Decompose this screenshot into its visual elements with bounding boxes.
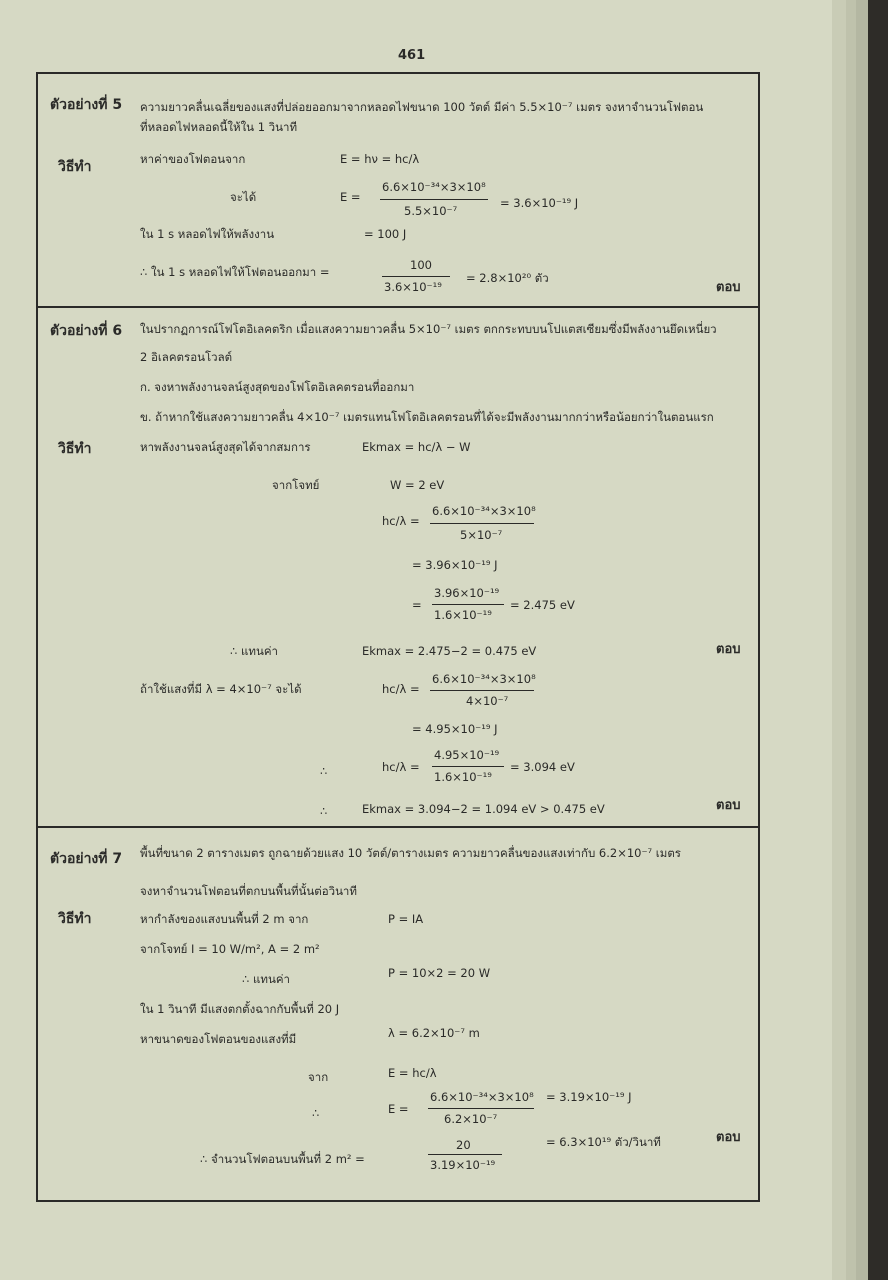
- fraction-bar: [380, 199, 488, 200]
- fraction-numerator: 6.6×10⁻³⁴×3×10⁸: [432, 504, 536, 518]
- fraction-denominator: 3.6×10⁻¹⁹: [384, 280, 442, 294]
- method-label: วิธีทำ: [58, 159, 92, 175]
- method-label: วิธีทำ: [58, 911, 92, 927]
- example-label: ตัวอย่างที่ 5: [50, 97, 123, 113]
- equation-lhs: hc/λ =: [382, 514, 420, 528]
- equation-lhs: =: [412, 598, 422, 612]
- fraction-bar: [432, 604, 504, 605]
- fraction-denominator: 1.6×10⁻¹⁹: [434, 608, 492, 622]
- step-text: จาก: [308, 1070, 329, 1084]
- page-number: 461: [398, 48, 426, 63]
- fraction-denominator: 1.6×10⁻¹⁹: [434, 770, 492, 784]
- answer-label: ตอบ: [716, 1130, 741, 1145]
- method-label: วิธีทำ: [58, 441, 92, 457]
- example-label: ตัวอย่างที่ 7: [50, 851, 123, 867]
- equation: = 100 J: [364, 227, 407, 241]
- step-text: ∴ ใน 1 s หลอดไฟให้โฟตอนออกมา =: [140, 265, 330, 279]
- fraction-denominator: 6.2×10⁻⁷: [444, 1112, 498, 1126]
- fraction-numerator: 100: [410, 258, 432, 272]
- equation-result: = 2.8×10²⁰ ตัว: [466, 271, 549, 285]
- page-edge: [856, 0, 868, 1280]
- equation-result: = 3.19×10⁻¹⁹ J: [546, 1090, 632, 1104]
- equation-lhs: E =: [388, 1102, 409, 1116]
- equation: E = hν = hc/λ: [340, 152, 420, 166]
- page-edge: [832, 0, 846, 1280]
- fraction-numerator: 6.6×10⁻³⁴×3×10⁸: [432, 672, 536, 686]
- equation-lhs: hc/λ =: [382, 682, 420, 696]
- equation: E = hc/λ: [388, 1066, 437, 1080]
- step-text: ∴ แทนค่า: [230, 644, 278, 658]
- equation: W = 2 eV: [390, 478, 445, 492]
- fraction-numerator: 4.95×10⁻¹⁹: [434, 748, 500, 762]
- problem-text: ที่หลอดไฟหลอดนี้ให้ใน 1 วินาที: [140, 120, 298, 134]
- fraction-bar: [428, 1154, 502, 1155]
- step-text: จะได้: [230, 190, 257, 204]
- fraction-numerator: 20: [456, 1138, 471, 1152]
- problem-text: ความยาวคลื่นเฉลี่ยของแสงที่ปล่อยออกมาจากหลอดไฟขนาด 100 วัตต์ มีค่า 5.5×10⁻⁷ เมตร จงหาจำนวนโฟตอน: [140, 100, 704, 114]
- equation: Ekmax = hc/λ − W: [362, 440, 471, 454]
- page-edge: [846, 0, 856, 1280]
- problem-text: ก. จงหาพลังงานจลน์สูงสุดของโฟโตอิเลคตรอนที่ออกมา: [140, 380, 415, 394]
- step-text: ใน 1 วินาที มีแสงตกตั้งฉากกับพื้นที่ 20 J: [140, 1002, 340, 1016]
- equation: P = IA: [388, 912, 424, 926]
- fraction-bar: [430, 523, 534, 524]
- equation: P = 10×2 = 20 W: [388, 966, 491, 980]
- fraction-denominator: 5×10⁻⁷: [460, 528, 503, 542]
- step-text: ∴ แทนค่า: [242, 972, 290, 986]
- fraction-bar: [432, 766, 504, 767]
- equation-lhs: E =: [340, 190, 361, 204]
- step-text: หาขนาดของโฟตอนของแสงที่มี: [140, 1032, 297, 1046]
- equation: Ekmax = 2.475−2 = 0.475 eV: [362, 644, 537, 658]
- step-text: จากโจทย์: [272, 478, 320, 492]
- step-text: ∴: [320, 764, 328, 778]
- step-text: หาค่าของโฟตอนจาก: [140, 152, 246, 166]
- step-text: หาพลังงานจลน์สูงสุดได้จากสมการ: [140, 440, 311, 454]
- fraction-numerator: 3.96×10⁻¹⁹: [434, 586, 500, 600]
- fraction-numerator: 6.6×10⁻³⁴×3×10⁸: [430, 1090, 534, 1104]
- fraction-numerator: 6.6×10⁻³⁴×3×10⁸: [382, 180, 486, 194]
- answer-label: ตอบ: [716, 798, 741, 813]
- fraction-denominator: 3.19×10⁻¹⁹: [430, 1158, 496, 1172]
- equation: = 4.95×10⁻¹⁹ J: [412, 722, 498, 736]
- equation-result: = 3.6×10⁻¹⁹ J: [500, 196, 579, 210]
- equation: Ekmax = 3.094−2 = 1.094 eV > 0.475 eV: [362, 802, 605, 816]
- equation-lhs: hc/λ =: [382, 760, 420, 774]
- equation-result: = 2.475 eV: [510, 598, 575, 612]
- fraction-bar: [382, 276, 450, 277]
- fraction-bar: [430, 690, 534, 691]
- step-text: ∴: [320, 804, 328, 818]
- equation-result: = 3.094 eV: [510, 760, 575, 774]
- equation-result: = 6.3×10¹⁹ ตัว/วินาที: [546, 1135, 661, 1149]
- step-text: ใน 1 s หลอดไฟให้พลังงาน: [140, 227, 275, 241]
- step-text: หากำลังของแสงบนพื้นที่ 2 m จาก: [140, 912, 309, 926]
- problem-text: ในปรากฏการณ์โฟโตอิเลคตริก เมื่อแสงความยาวคลื่น 5×10⁻⁷ เมตร ตกกระทบบนโปแตสเซียมซึ่งมีพลังงานยึดเหนี่ยว: [140, 322, 717, 336]
- book-background: [868, 0, 888, 1280]
- step-text: จากโจทย์ I = 10 W/m², A = 2 m²: [140, 942, 320, 956]
- answer-label: ตอบ: [716, 642, 741, 657]
- step-text: ถ้าใช้แสงที่มี λ = 4×10⁻⁷ จะได้: [140, 682, 302, 696]
- equation: λ = 6.2×10⁻⁷ m: [388, 1026, 480, 1040]
- section-divider: [36, 306, 760, 308]
- fraction-denominator: 4×10⁻⁷: [466, 694, 509, 708]
- problem-text: ข. ถ้าหากใช้แสงความยาวคลื่น 4×10⁻⁷ เมตรแทนโฟโตอิเลคตรอนที่ได้จะมีพลังงานมากกว่าหรือน้อยกว่าในตอนแรก: [140, 410, 714, 424]
- step-text: ∴: [312, 1106, 320, 1120]
- fraction-denominator: 5.5×10⁻⁷: [404, 204, 458, 218]
- equation: = 3.96×10⁻¹⁹ J: [412, 558, 498, 572]
- problem-text: จงหาจำนวนโฟตอนที่ตกบนพื้นที่นั้นต่อวินาที: [140, 884, 357, 898]
- step-text: ∴ จำนวนโฟตอนบนพื้นที่ 2 m² =: [200, 1152, 365, 1166]
- answer-label: ตอบ: [716, 280, 741, 295]
- problem-text: 2 อิเลคตรอนโวลต์: [140, 350, 233, 364]
- section-divider: [36, 826, 760, 828]
- example-label: ตัวอย่างที่ 6: [50, 323, 123, 339]
- fraction-bar: [428, 1108, 534, 1109]
- problem-text: พื้นที่ขนาด 2 ตารางเมตร ถูกฉายด้วยแสง 10 วัตต์/ตารางเมตร ความยาวคลื่นของแสงเท่ากับ 6.2×10⁻⁷ เมตร: [140, 846, 681, 860]
